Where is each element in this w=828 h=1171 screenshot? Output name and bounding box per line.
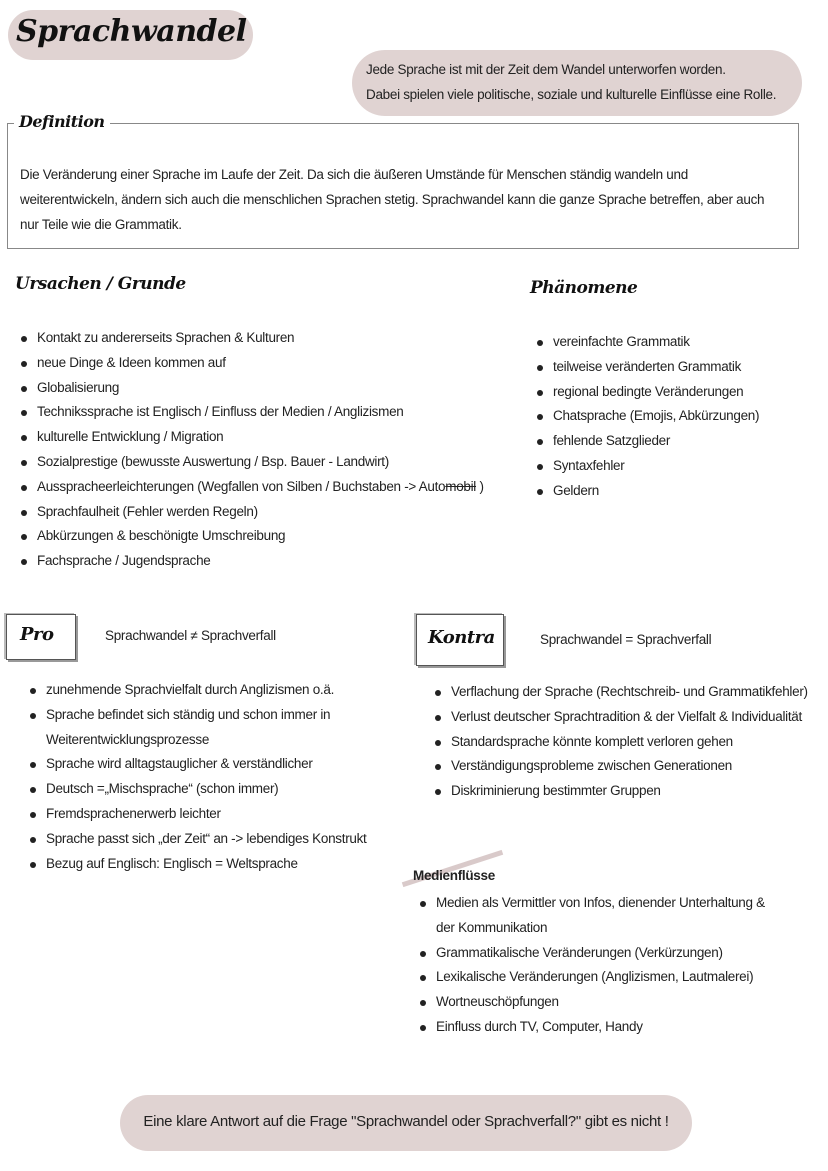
list-item: Technikssprache ist Englisch / Einfluss der Medien / Anglizismen	[37, 400, 484, 425]
list-item: Fachsprache / Jugendsprache	[37, 549, 484, 574]
list-item: Kontakt zu andererseits Sprachen & Kulturen	[37, 326, 484, 351]
list-item: Einfluss durch TV, Computer, Handy	[436, 1015, 765, 1040]
list-item: Lexikalische Veränderungen (Anglizismen, Lautmalerei)	[436, 965, 765, 990]
list-item: vereinfachte Grammatik	[553, 330, 759, 355]
definition-line: nur Teile wie die Grammatik.	[20, 217, 182, 232]
pro-equation: Sprachwandel ≠ Sprachverfall	[105, 628, 276, 643]
definition-line: weiterentwickeln, ändern sich auch die menschlichen Sprachen stetig. Sprachwandel kann die ganze Sprache betreffen, aber auch	[20, 192, 765, 207]
list-item: Standardsprache könnte komplett verloren gehen	[451, 730, 808, 755]
list-item: Diskriminierung bestimmter Gruppen	[451, 779, 808, 804]
list-item: Geldern	[553, 479, 759, 504]
definition-heading: Definition	[14, 112, 110, 131]
list-item: Deutsch =„Mischsprache“ (schon immer)	[46, 777, 367, 802]
definition-text	[20, 162, 764, 237]
list-item: Abkürzungen & beschönigte Umschreibung	[37, 524, 484, 549]
list-item: kulturelle Entwicklung / Migration	[37, 425, 484, 450]
kontra-equation: Sprachwandel = Sprachverfall	[540, 632, 712, 647]
list-item: Syntaxfehler	[553, 454, 759, 479]
list-item: neue Dinge & Ideen kommen auf	[37, 351, 484, 376]
list-item: Medien als Vermittler von Infos, dienender Unterhaltung & der Kommunikation	[436, 891, 765, 941]
phaenomene-list	[553, 330, 759, 504]
page-title: Sprachwandel	[16, 14, 247, 49]
list-item: Verlust deutscher Sprachtradition & der Vielfalt & Individualität	[451, 705, 808, 730]
list-item: regional bedingte Veränderungen	[553, 380, 759, 405]
list-item: Sprache passt sich „der Zeit“ an -> lebendiges Konstrukt	[46, 827, 367, 852]
medien-heading: Medienflüsse	[413, 868, 495, 883]
list-item: Globalisierung	[37, 376, 484, 401]
list-item: Bezug auf Englisch: Englisch = Weltsprache	[46, 852, 367, 877]
phaenomene-heading: Phänomene	[530, 278, 638, 298]
list-item: teilweise veränderten Grammatik	[553, 355, 759, 380]
list-item: Fremdsprachenerwerb leichter	[46, 802, 367, 827]
list-item: Ausspracheerleichterungen (Wegfallen von Silben / Buchstaben -> Automobil )	[37, 475, 484, 500]
list-item: zunehmende Sprachvielfalt durch Anglizismen o.ä.	[46, 678, 367, 703]
list-item: Verständigungsprobleme zwischen Generationen	[451, 754, 808, 779]
intro-text	[366, 57, 776, 107]
list-item: Chatsprache (Emojis, Abkürzungen)	[553, 404, 759, 429]
kontra-list	[451, 680, 808, 804]
ursachen-list	[37, 326, 484, 574]
pro-label: Pro	[20, 624, 54, 645]
intro-line: Jede Sprache ist mit der Zeit dem Wandel unterworfen worden.	[366, 62, 726, 77]
list-item: Grammatikalische Veränderungen (Verkürzungen)	[436, 941, 765, 966]
list-item: Sprache befindet sich ständig und schon immer in Weiterentwicklungsprozesse	[46, 703, 367, 753]
definition-line: Die Veränderung einer Sprache im Laufe der Zeit. Da sich die äußeren Umstände für Menschen ständig wandeln und	[20, 167, 688, 182]
list-item: Verflachung der Sprache (Rechtschreib- und Grammatikfehler)	[451, 680, 808, 705]
list-item: Sprache wird alltagstauglicher & verständlicher	[46, 752, 367, 777]
ursachen-heading: Ursachen / Grunde	[15, 274, 186, 294]
list-item: Sozialprestige (bewusste Auswertung / Bsp. Bauer - Landwirt)	[37, 450, 484, 475]
list-item: Wortneuschöpfungen	[436, 990, 765, 1015]
kontra-label: Kontra	[428, 627, 495, 648]
list-item: Sprachfaulheit (Fehler werden Regeln)	[37, 500, 484, 525]
conclusion-text: Eine klare Antwort auf die Frage "Sprachwandel oder Sprachverfall?" gibt es nicht !	[143, 1113, 669, 1130]
intro-line: Dabei spielen viele politische, soziale und kulturelle Einflüsse eine Rolle.	[366, 87, 777, 102]
medien-list	[436, 891, 765, 1040]
pro-list	[46, 678, 367, 876]
list-item: fehlende Satzglieder	[553, 429, 759, 454]
